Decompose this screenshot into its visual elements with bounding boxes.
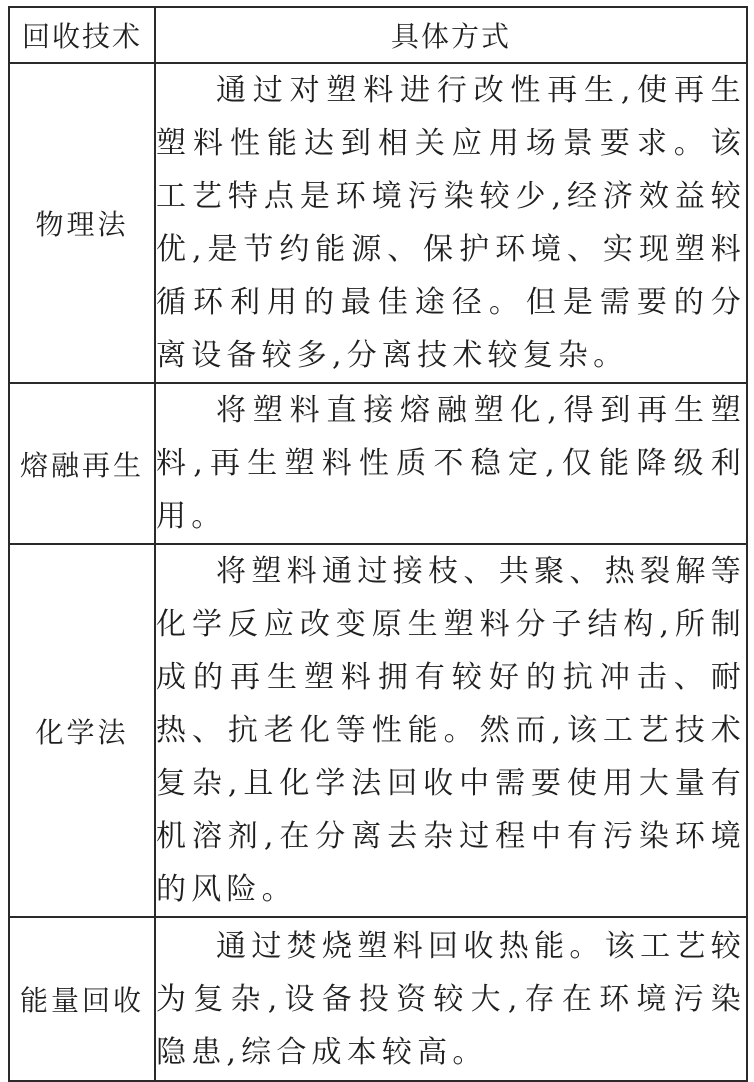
method-melt-regeneration: 熔融再生	[9, 383, 155, 544]
detail-energy-recovery: 通过焚烧塑料回收热能。该工艺较为复杂,设备投资较大,存在环境污染隐患,综合成本较高。	[156, 928, 746, 1070]
detail-physical: 通过对塑料进行改性再生,使再生塑料性能达到相关应用场景要求。该工艺特点是环境污染较少,经济效益较优,是节约能源、保护环境、实现塑料循环利用的最佳途径。但是需要的分离设备较多,分离技术较复杂。	[156, 73, 746, 373]
table-row	[9, 63, 747, 383]
detail-cell	[155, 917, 747, 1081]
header-method: 回收技术	[9, 7, 155, 63]
detail-cell	[155, 63, 747, 383]
method-energy-recovery: 能量回收	[9, 917, 155, 1081]
table-header-row	[9, 7, 747, 63]
table-row	[9, 544, 747, 917]
detail-melt-regeneration: 将塑料直接熔融塑化,得到再生塑料,再生塑料性质不稳定,仅能降级利用。	[156, 393, 746, 534]
table-row	[9, 383, 747, 544]
detail-chemical: 将塑料通过接枝、共聚、热裂解等化学反应改变原生塑料分子结构,所制成的再生塑料拥有较好的抗冲击、耐热、抗老化等性能。然而,该工艺技术复杂,且化学法回收中需要使用大量有机溶剂,在分离去杂过程中有污染环境的风险。	[156, 554, 746, 907]
detail-cell	[155, 544, 747, 917]
header-detail: 具体方式	[155, 7, 747, 63]
detail-cell	[155, 383, 747, 544]
method-physical: 物理法	[9, 63, 155, 383]
table-row	[9, 917, 747, 1081]
method-chemical: 化学法	[9, 544, 155, 917]
recycling-methods-table	[8, 6, 748, 1082]
